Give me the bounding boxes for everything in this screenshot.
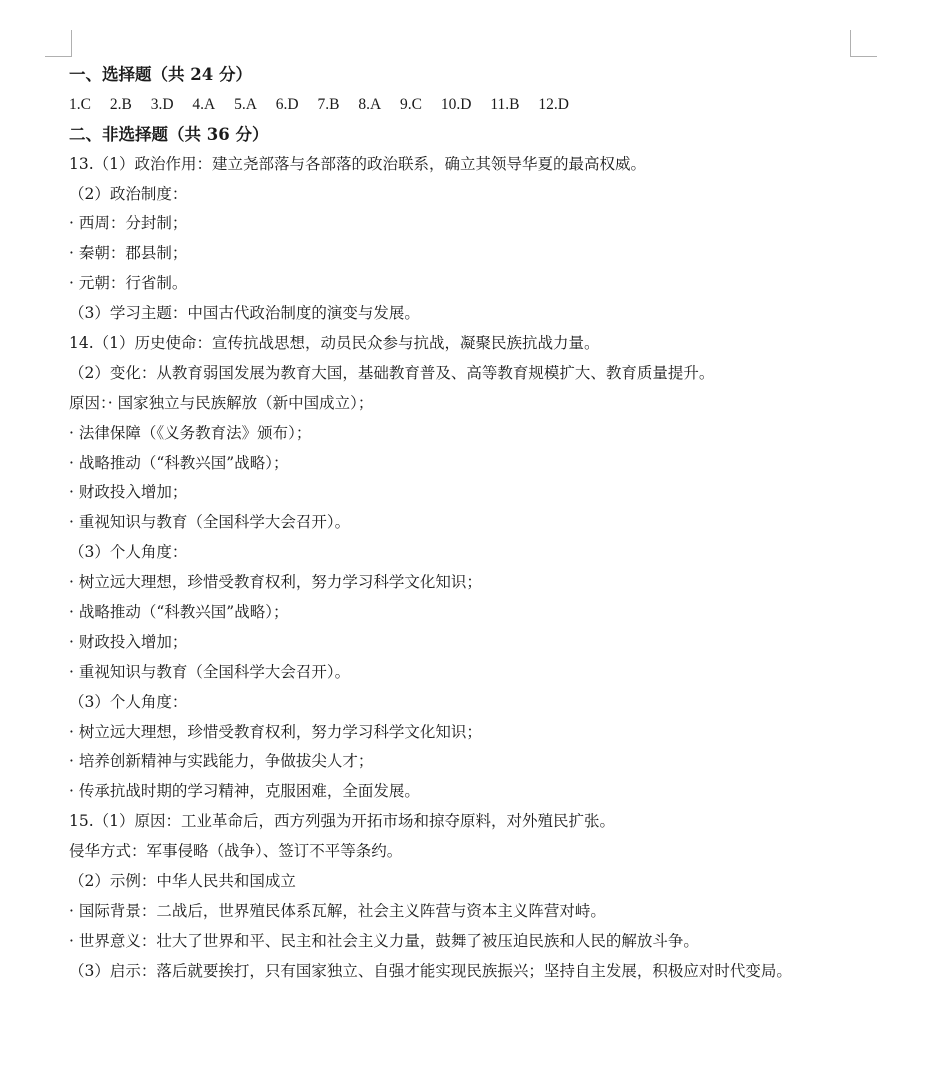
answer-item: 8.A (358, 95, 382, 113)
answer-line: · 传承抗战时期的学习精神，克服困难，全面发展。 (69, 782, 420, 801)
answer-item: 9.C (400, 95, 423, 113)
answer-line: · 元朝：行省制。 (69, 274, 188, 293)
answer-item: 4.A (192, 95, 216, 113)
multiple-choice-answers (69, 90, 869, 120)
answer-item: 11.B (490, 95, 520, 113)
answer-line: （2）变化：从教育弱国发展为教育大国，基础教育普及、高等教育规模扩大、教育质量提升。 (69, 363, 715, 382)
page-corner-mark-left (45, 30, 72, 57)
answer-line: · 财政投入增加； (69, 483, 188, 502)
answer-line: · 重视知识与教育（全国科学大会召开）。 (69, 662, 351, 681)
answer-item: 3.D (150, 95, 174, 113)
section-heading-non-choice: 二、非选择题（共 36 分） (69, 124, 269, 144)
answer-item: 1.C (69, 95, 91, 113)
answer-line: · 西周：分封制； (69, 214, 188, 233)
answer-line: 原因：· 国家独立与民族解放（新中国成立）； (69, 393, 374, 412)
answer-line: · 培养创新精神与实践能力，争做拔尖人才； (69, 752, 374, 771)
answer-line: （2）示例：中华人民共和国成立 (69, 872, 296, 891)
answer-line: · 法律保障（《义务教育法》颁布）； (69, 423, 312, 442)
answer-line: · 秦朝：郡县制； (69, 244, 188, 263)
answer-line: 侵华方式：军事侵略（战争）、签订不平等条约。 (69, 842, 403, 861)
answer-line: 13.（1）政治作用：建立尧部落与各部落的政治联系，确立其领导华夏的最高权威。 (69, 154, 647, 173)
section-heading-multiple-choice: 一、选择题（共 24 分） (69, 65, 252, 84)
answer-item: 5.A (234, 95, 257, 113)
page-corner-mark-right (850, 30, 877, 57)
answer-item: 12.D (538, 95, 569, 113)
answer-line: · 财政投入增加； (69, 632, 188, 651)
answer-document (69, 60, 869, 987)
answer-line: · 战略推动（“科教兴国”战略）； (69, 603, 289, 622)
answer-line: · 国际背景：二战后，世界殖民体系瓦解，社会主义阵营与资本主义阵营对峙。 (69, 901, 606, 920)
answer-line: · 战略推动（“科教兴国”战略）； (69, 453, 289, 472)
answer-line: 15.（1）原因：工业革命后，西方列强为开拓市场和掠夺原料，对外殖民扩张。 (69, 812, 616, 831)
answer-line: · 世界意义：壮大了世界和平、民主和社会主义力量，鼓舞了被压迫民族和人民的解放斗争。 (69, 931, 699, 950)
answer-line: （2）政治制度： (69, 184, 188, 203)
answer-item: 7.B (317, 95, 340, 113)
answer-line: （3）个人角度： (69, 692, 188, 711)
answer-line: · 树立远大理想，珍惜受教育权利，努力学习科学文化知识； (69, 722, 482, 741)
answer-item: 6.D (275, 95, 299, 113)
answer-line: （3）启示：落后就要挨打，只有国家独立、自强才能实现民族振兴；坚持自主发展，积极应对时代变局。 (69, 961, 792, 980)
answer-line: （3）学习主题：中国古代政治制度的演变与发展。 (69, 304, 420, 323)
answer-item: 2.B (109, 95, 132, 113)
answer-item: 10.D (440, 95, 472, 113)
answer-line: 14.（1）历史使命：宣传抗战思想，动员民众参与抗战，凝聚民族抗战力量。 (69, 334, 600, 353)
answer-line: · 树立远大理想，珍惜受教育权利，努力学习科学文化知识； (69, 573, 482, 592)
answer-line: · 重视知识与教育（全国科学大会召开）。 (69, 513, 351, 532)
answer-line: （3）个人角度： (69, 543, 188, 562)
